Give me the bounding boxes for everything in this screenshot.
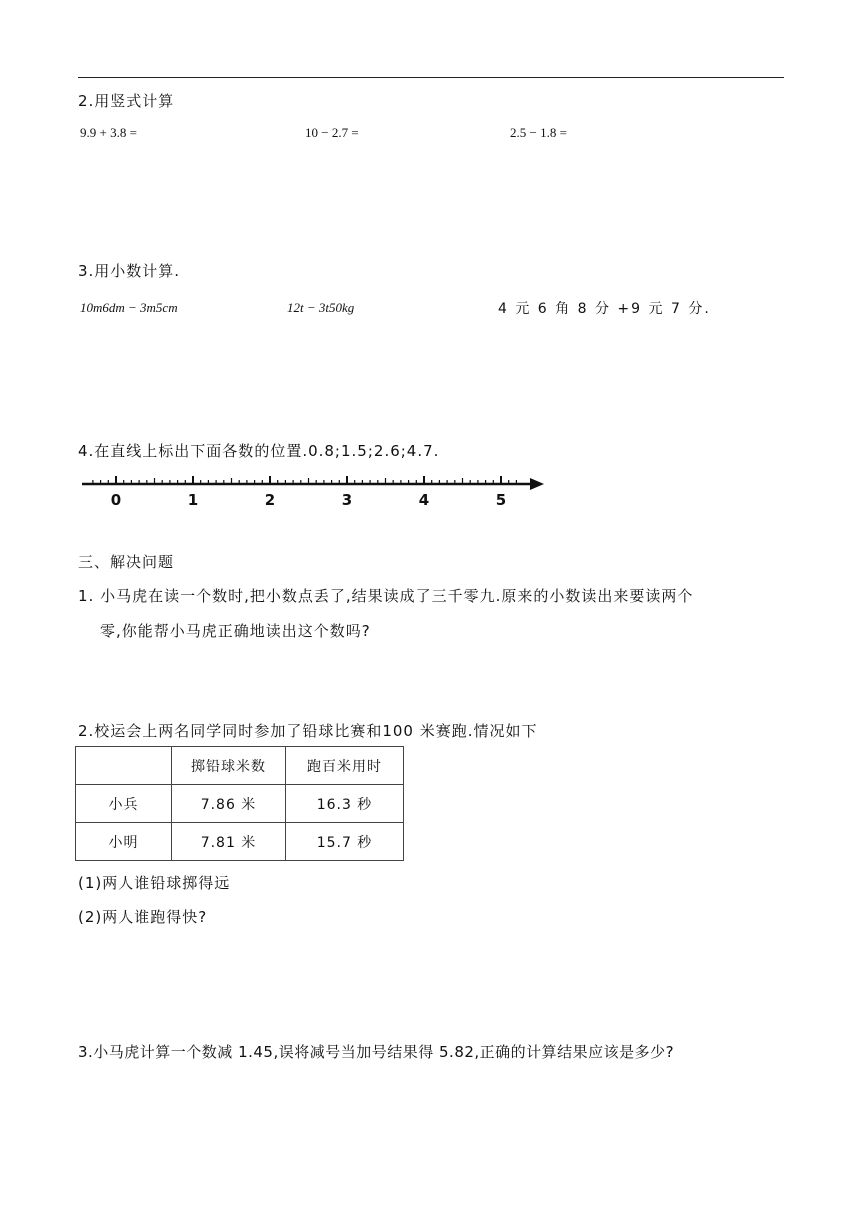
table-cell: 7.81 米	[172, 823, 286, 861]
number-line-label: 2	[264, 491, 276, 508]
q2-problem-1: 9.9 + 3.8 =	[80, 125, 137, 140]
results-table	[75, 746, 404, 861]
table-cell: 7.86 米	[172, 785, 286, 823]
table-row	[76, 823, 404, 861]
number-line	[78, 468, 548, 508]
number-line-label: 3	[341, 491, 353, 508]
top-rule	[78, 77, 784, 78]
problem-3: 3.小马虎计算一个数减 1.45,误将减号当加号结果得 5.82,正确的计算结果应该是多少?	[78, 1043, 675, 1061]
problem-2-title: 2.校运会上两名同学同时参加了铅球比赛和100 米赛跑.情况如下	[78, 722, 538, 740]
table-header-row	[76, 747, 404, 785]
number-line-arrow	[530, 478, 544, 490]
number-line-label: 0	[110, 491, 122, 508]
problem-1-line-1: 1. 小马虎在读一个数时,把小数点丢了,结果读成了三千零九.原来的小数读出来要读两个	[78, 587, 694, 605]
table-cell: 小明	[76, 823, 172, 861]
q2-problem-3: 2.5 − 1.8 =	[510, 125, 567, 140]
q2-problem-2: 10 − 2.7 =	[305, 125, 359, 140]
table-header-cell: 跑百米用时	[286, 747, 404, 785]
section-3-title: 三、解决问题	[78, 553, 175, 571]
problem-2-question-1: (1)两人谁铅球掷得远	[78, 874, 231, 892]
q2-title: 2.用竖式计算	[78, 92, 175, 110]
table-cell: 15.7 秒	[286, 823, 404, 861]
number-line-label: 5	[495, 491, 507, 508]
table-header-cell: 掷铅球米数	[172, 747, 286, 785]
table-cell: 16.3 秒	[286, 785, 404, 823]
number-line-label: 1	[187, 491, 199, 508]
number-line-label: 4	[418, 491, 430, 508]
table-row	[76, 785, 404, 823]
q3-problem-3: 4 元 6 角 8 分 +9 元 7 分.	[498, 301, 711, 317]
q4-title: 4.在直线上标出下面各数的位置.0.8;1.5;2.6;4.7.	[78, 442, 440, 460]
q3-problem-1: 10m6dm − 3m5cm	[80, 300, 178, 315]
q3-problem-2: 12t − 3t50kg	[287, 300, 355, 315]
problem-2-question-2: (2)两人谁跑得快?	[78, 908, 208, 926]
q3-title: 3.用小数计算.	[78, 262, 181, 280]
table-cell: 小兵	[76, 785, 172, 823]
problem-1-line-2: 零,你能帮小马虎正确地读出这个数吗?	[100, 622, 371, 640]
table-header-cell	[76, 747, 172, 785]
